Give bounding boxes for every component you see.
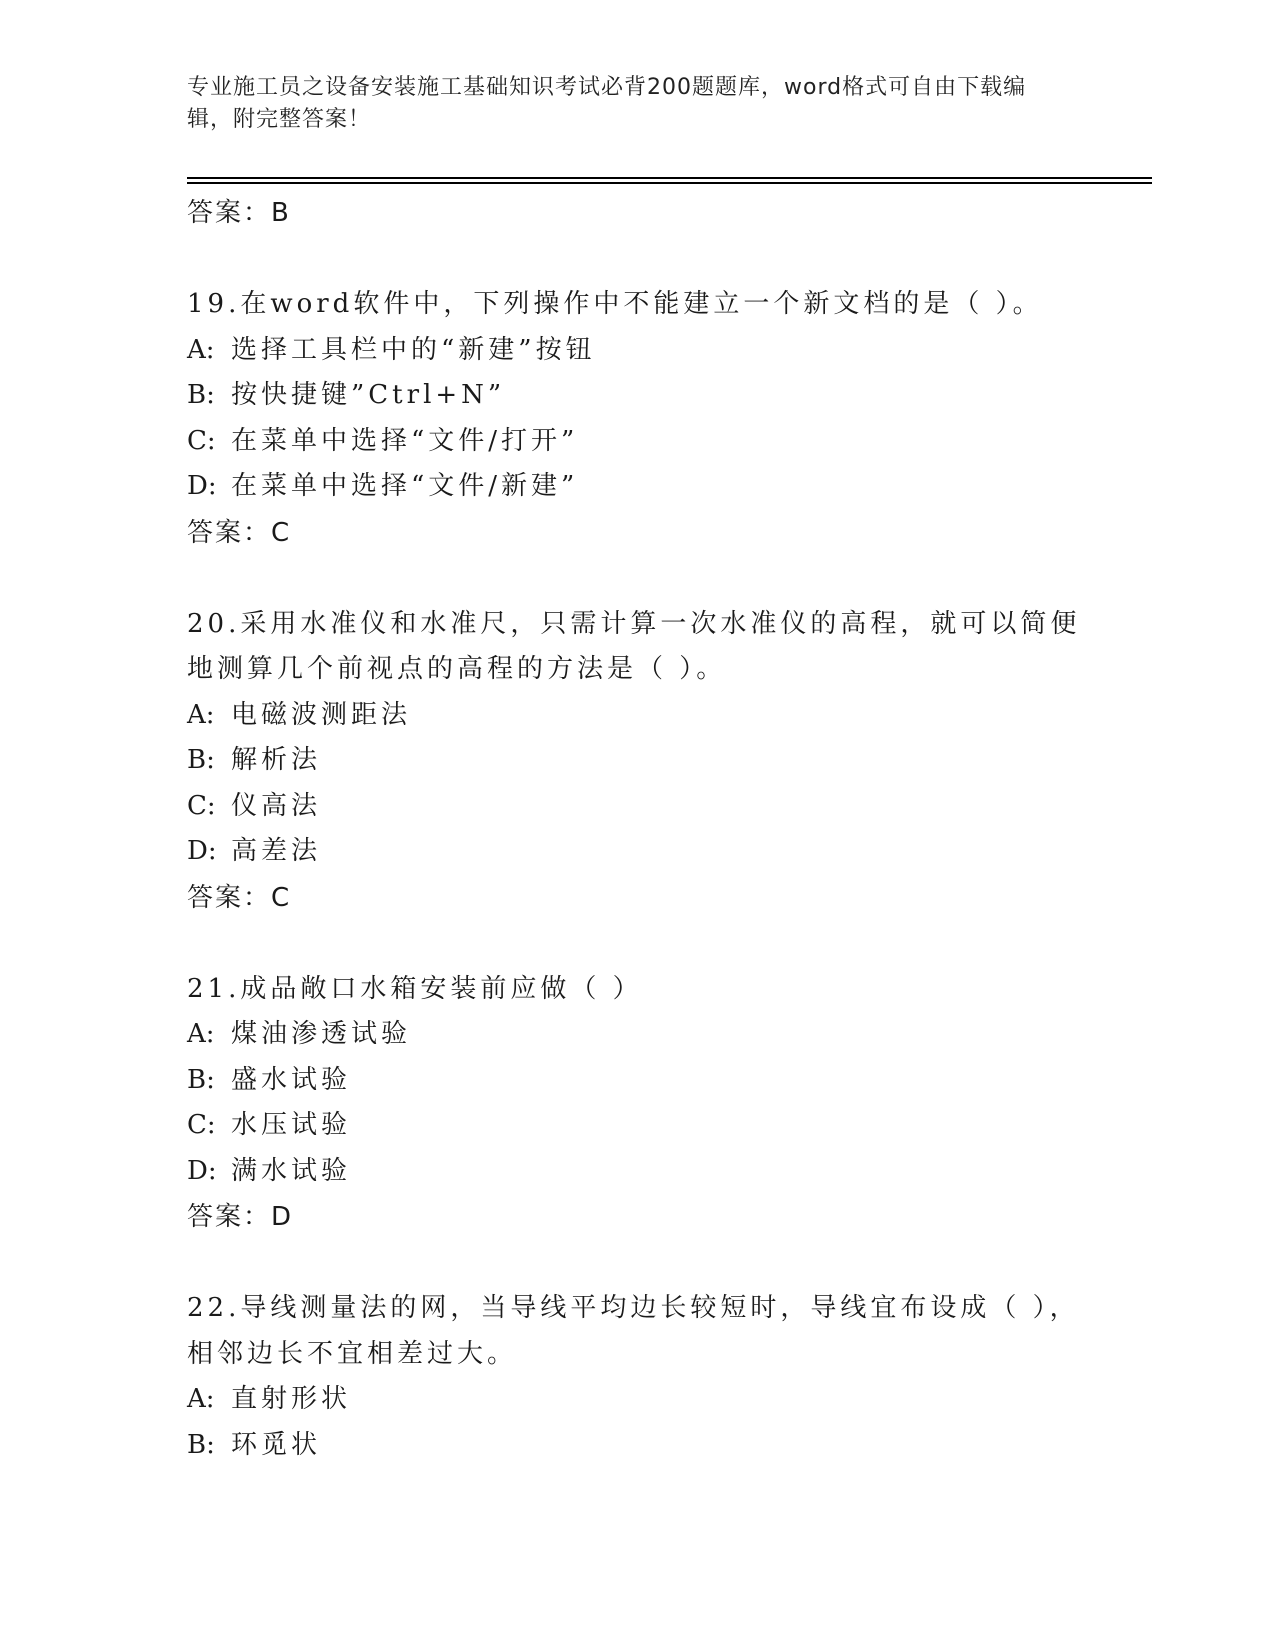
option-letter: D:	[187, 1155, 217, 1186]
option-text: 环觅状	[231, 1429, 322, 1460]
option-letter: B:	[187, 1064, 215, 1095]
option-letter: A:	[187, 1384, 215, 1414]
option-text: 选择工具栏中的“新建”按钮	[231, 334, 596, 365]
option-letter: D:	[187, 836, 217, 866]
option-text: 满水试验	[231, 1155, 352, 1186]
option-a	[187, 1012, 1087, 1058]
option-letter: B:	[187, 380, 215, 410]
option-letter: C:	[187, 425, 216, 456]
option-b	[187, 373, 1087, 419]
question-text: 19.在word软件中，下列操作中不能建立一个新文档的是（ ）。	[187, 289, 1043, 319]
header-divider-bottom	[187, 182, 1152, 184]
option-letter: A:	[187, 334, 215, 365]
answer-line: 答案：C	[187, 517, 292, 548]
document-header: 专业施工员之设备安装施工基础知识考试必背200题题库，word格式可自由下载编辑，附完整答案！	[187, 75, 1027, 132]
option-text: 按快捷键”Ctrl+N”	[231, 380, 506, 410]
option-text: 解析法	[231, 745, 322, 775]
question-text: 20.采用水准仪和水准尺，只需计算一次水准仪的高程，就可以简便地测算几个前视点的高程的方法是（ ）。	[187, 608, 1081, 684]
question-block	[187, 282, 1087, 556]
option-b	[187, 1423, 1087, 1469]
option-text: 电磁波测距法	[231, 699, 412, 730]
option-text: 水压试验	[231, 1110, 352, 1140]
answer-line: 答案：D	[187, 1202, 294, 1232]
option-text: 直射形状	[231, 1384, 352, 1414]
option-letter: C:	[187, 1110, 216, 1140]
option-a	[187, 328, 1087, 374]
option-text: 高差法	[231, 836, 322, 866]
option-a	[187, 693, 1087, 739]
option-text: 在菜单中选择“文件/新建”	[231, 471, 579, 501]
question-list	[187, 190, 1087, 1468]
question-block	[187, 967, 1087, 1241]
option-text: 煤油渗透试验	[231, 1019, 412, 1049]
option-d	[187, 829, 1087, 875]
option-letter: D:	[187, 471, 217, 501]
question-block	[187, 1286, 1087, 1468]
option-text: 在菜单中选择“文件/打开”	[231, 425, 579, 456]
option-a	[187, 1377, 1087, 1423]
option-text: 盛水试验	[231, 1064, 352, 1095]
option-c	[187, 784, 1087, 830]
option-text: 仪高法	[231, 790, 322, 821]
option-letter: B:	[187, 1429, 215, 1460]
option-d	[187, 464, 1087, 510]
option-b	[187, 1058, 1087, 1104]
question-text: 22.导线测量法的网，当导线平均边长较短时，导线宜布设成（ ），相邻边长不宜相差过大。	[187, 1293, 1080, 1369]
option-b	[187, 738, 1087, 784]
answer-line: 答案：C	[187, 882, 292, 913]
option-letter: B:	[187, 745, 215, 775]
option-c	[187, 1103, 1087, 1149]
question-block	[187, 602, 1087, 921]
question-text: 21.成品敞口水箱安装前应做（ ）	[187, 973, 643, 1004]
option-letter: A:	[187, 699, 215, 730]
option-letter: C:	[187, 790, 216, 821]
header-divider-top	[187, 177, 1152, 179]
answer-line: 答案：B	[187, 198, 291, 228]
option-c	[187, 419, 1087, 465]
option-letter: A:	[187, 1019, 215, 1049]
option-d	[187, 1149, 1087, 1195]
